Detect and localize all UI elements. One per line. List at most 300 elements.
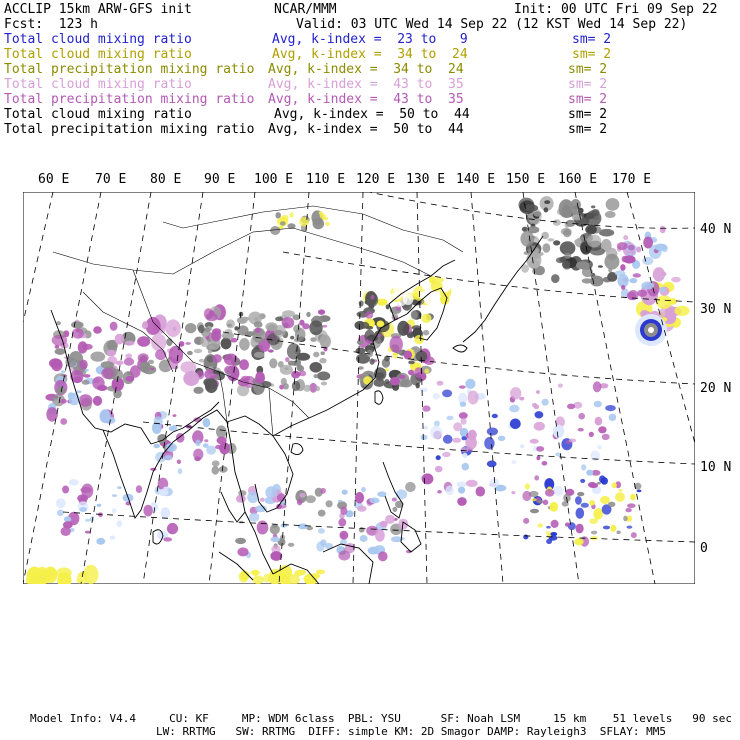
cloud-patch bbox=[318, 510, 326, 517]
cloud-patch bbox=[314, 374, 319, 378]
cloud-patch bbox=[204, 439, 208, 442]
cloud-patch bbox=[241, 317, 249, 321]
cloud-patch bbox=[55, 345, 60, 349]
cloud-patch bbox=[393, 507, 398, 512]
cloud-patch bbox=[442, 452, 451, 457]
cloud-patch bbox=[370, 295, 374, 300]
cloud-patch bbox=[194, 349, 203, 353]
cloud-patch bbox=[85, 519, 90, 522]
cloud-patch bbox=[606, 198, 620, 211]
cloud-patch bbox=[532, 403, 537, 408]
cloud-patch bbox=[620, 264, 625, 271]
cloud-patch bbox=[536, 390, 540, 394]
cloud-patch bbox=[674, 306, 689, 316]
lon-label: 130 E bbox=[406, 172, 446, 187]
cloud-patch bbox=[625, 508, 631, 512]
cloud-patch bbox=[136, 485, 142, 493]
cloud-patch bbox=[605, 211, 616, 218]
lon-label: 70 E bbox=[95, 172, 127, 187]
cloud-patch bbox=[241, 376, 250, 381]
cloud-patch bbox=[461, 436, 467, 440]
cloud-patch bbox=[260, 498, 265, 502]
cloud-patch bbox=[365, 311, 373, 319]
model-info-line1: Model Info: V4.4 CU: KF MP: WDM 6class PBL: YSU SF: Noah LSM 15 km 51 levels 90 sec bbox=[30, 712, 732, 725]
cloud-patch bbox=[541, 232, 549, 240]
cloud-patch bbox=[309, 320, 322, 335]
cloud-patch bbox=[124, 358, 134, 366]
cloud-patch bbox=[46, 407, 58, 422]
cloud-patch bbox=[581, 464, 586, 470]
cloud-patch bbox=[559, 199, 574, 218]
cloud-patch bbox=[255, 505, 267, 512]
cloud-patch bbox=[303, 385, 311, 392]
field-name: Total precipitation mixing ratio bbox=[4, 122, 255, 137]
cloud-patch bbox=[357, 340, 364, 345]
cloud-patch bbox=[72, 328, 84, 339]
cloud-patch bbox=[543, 243, 551, 253]
forecast-map bbox=[23, 192, 695, 584]
cloud-patch bbox=[169, 426, 174, 431]
cloud-patch bbox=[551, 274, 559, 283]
cloud-patch bbox=[531, 498, 536, 501]
cloud-patch bbox=[169, 346, 183, 364]
cloud-patch bbox=[628, 245, 635, 251]
cloud-patch bbox=[377, 299, 388, 306]
field-avg: Avg, k-index = 50 to 44 bbox=[268, 122, 464, 137]
cloud-patch bbox=[320, 488, 326, 494]
cloud-patch bbox=[61, 370, 66, 373]
cloud-patch bbox=[397, 321, 409, 336]
cloud-patch bbox=[56, 387, 66, 394]
cloud-patch bbox=[205, 327, 211, 332]
cloud-patch bbox=[143, 505, 152, 517]
cloud-patch bbox=[460, 402, 466, 407]
field-avg: Avg, k-index = 43 to 35 bbox=[268, 77, 464, 92]
field-avg: Avg, k-index = 34 to 24 bbox=[272, 47, 468, 62]
cloud-patch bbox=[523, 518, 529, 524]
cloud-patch bbox=[217, 437, 227, 445]
cloud-patch bbox=[569, 439, 576, 443]
cloud-patch bbox=[631, 532, 637, 538]
cloud-patch bbox=[535, 248, 539, 252]
cloud-patch bbox=[280, 221, 286, 225]
lon-label: 120 E bbox=[356, 172, 396, 187]
field-smoothing: sm= 2 bbox=[572, 32, 612, 47]
cloud-patch bbox=[249, 513, 260, 522]
cloud-patch bbox=[422, 473, 434, 484]
cloud-patch bbox=[212, 466, 220, 475]
cloud-patch bbox=[594, 401, 602, 408]
cloud-patch bbox=[585, 225, 597, 235]
cloud-patch bbox=[627, 292, 636, 301]
cloud-patch bbox=[306, 495, 316, 503]
lat-label: 40 N bbox=[700, 222, 732, 237]
cloud-patch bbox=[563, 229, 571, 237]
cloud-patch bbox=[530, 439, 539, 444]
cloud-patch bbox=[400, 379, 412, 387]
cloud-patch bbox=[576, 524, 584, 534]
cloud-patch bbox=[603, 277, 612, 283]
cloud-patch bbox=[591, 205, 595, 208]
cloud-patch bbox=[458, 487, 465, 494]
model-title: ACCLIP 15km ARW-GFS init bbox=[4, 2, 192, 17]
cloud-patch bbox=[370, 358, 375, 364]
cloud-patch bbox=[545, 489, 555, 497]
cloud-patch bbox=[83, 374, 90, 378]
lon-label: 90 E bbox=[204, 172, 236, 187]
cloud-patch bbox=[576, 508, 585, 519]
cloud-patch bbox=[535, 411, 544, 418]
cloud-patch bbox=[101, 361, 114, 368]
cloud-patch bbox=[461, 447, 469, 452]
cloud-patch bbox=[206, 346, 214, 350]
cloud-patch bbox=[185, 342, 191, 345]
cloud-patch bbox=[239, 359, 249, 370]
lon-label: 60 E bbox=[38, 172, 70, 187]
cloud-patch bbox=[534, 475, 539, 480]
cloud-patch bbox=[600, 496, 610, 504]
cloud-patch bbox=[193, 449, 203, 460]
cloud-patch bbox=[290, 336, 294, 340]
cloud-patch bbox=[459, 385, 466, 388]
cloud-patch bbox=[137, 336, 150, 347]
cloud-patch bbox=[597, 445, 602, 449]
cloud-patch bbox=[405, 482, 416, 492]
cloud-patch bbox=[623, 235, 628, 240]
cloud-patch bbox=[390, 377, 400, 386]
cloud-patch bbox=[110, 322, 118, 331]
field-name: Total precipitation mixing ratio bbox=[4, 92, 255, 107]
lon-label: 110 E bbox=[306, 172, 346, 187]
cloud-patch bbox=[356, 348, 366, 355]
field-name: Total cloud mixing ratio bbox=[4, 77, 192, 92]
cloud-patch bbox=[558, 384, 563, 388]
cloud-patch bbox=[185, 323, 196, 333]
cloud-patch bbox=[221, 338, 232, 350]
lon-label: 160 E bbox=[558, 172, 598, 187]
cloud-patch bbox=[306, 312, 310, 317]
lat-label: 30 N bbox=[700, 302, 732, 317]
cloud-patch bbox=[161, 507, 171, 518]
cloud-patch bbox=[412, 325, 422, 330]
cloud-patch bbox=[530, 509, 539, 514]
cloud-patch bbox=[230, 338, 237, 343]
cloud-patch bbox=[319, 358, 326, 364]
cloud-patch bbox=[393, 353, 397, 356]
cloud-patch bbox=[421, 435, 428, 440]
cloud-patch bbox=[553, 219, 561, 226]
cloud-patch bbox=[602, 434, 610, 440]
cloud-patch bbox=[44, 567, 57, 580]
cloud-patch bbox=[599, 475, 606, 483]
cloud-patch bbox=[578, 428, 584, 432]
cloud-patch bbox=[534, 422, 545, 431]
cloud-patch bbox=[226, 319, 235, 328]
cloud-patch bbox=[580, 479, 585, 483]
cloud-patch bbox=[390, 336, 403, 353]
cloud-patch bbox=[155, 349, 166, 360]
cloud-patch bbox=[338, 550, 350, 560]
cloud-patch bbox=[198, 325, 205, 334]
cloud-patch bbox=[498, 436, 506, 441]
field-smoothing: sm= 2 bbox=[568, 107, 608, 122]
cloud-patch bbox=[153, 444, 160, 449]
cloud-patch bbox=[457, 497, 467, 506]
cloud-patch bbox=[550, 502, 559, 512]
cloud-patch bbox=[151, 334, 166, 352]
cloud-patch bbox=[612, 482, 617, 488]
typhoon-core bbox=[648, 327, 654, 333]
cloud-patch bbox=[158, 489, 168, 496]
cloud-patch bbox=[77, 579, 84, 583]
cloud-patch bbox=[611, 525, 617, 532]
cloud-patch bbox=[80, 487, 91, 493]
cloud-patch bbox=[116, 520, 122, 527]
cloud-patch bbox=[440, 294, 450, 305]
cloud-patch bbox=[582, 278, 593, 283]
field-smoothing: sm= 2 bbox=[568, 62, 608, 77]
cloud-patch bbox=[492, 414, 498, 418]
cloud-patch bbox=[296, 372, 301, 376]
cloud-patch bbox=[297, 499, 302, 506]
cloud-patch bbox=[320, 539, 326, 546]
cloud-patch bbox=[338, 500, 342, 502]
cloud-patch bbox=[342, 490, 348, 495]
lon-label: 150 E bbox=[506, 172, 546, 187]
cloud-patch bbox=[318, 309, 325, 314]
lon-label: 80 E bbox=[150, 172, 182, 187]
cloud-patch bbox=[208, 350, 212, 354]
cloud-patch bbox=[178, 468, 183, 474]
cloud-patch bbox=[90, 352, 105, 362]
cloud-patch bbox=[396, 489, 407, 499]
init-time: Init: 00 UTC Fri 09 Sep 22 bbox=[514, 2, 718, 17]
cloud-patch bbox=[252, 575, 264, 584]
field-name: Total cloud mixing ratio bbox=[4, 47, 192, 62]
cloud-patch bbox=[456, 481, 466, 487]
cloud-patch bbox=[212, 328, 221, 334]
cloud-patch bbox=[590, 451, 600, 462]
cloud-patch bbox=[581, 503, 589, 508]
cloud-patch bbox=[414, 335, 424, 344]
cloud-patch bbox=[446, 486, 454, 496]
org-label: NCAR/MMM bbox=[274, 2, 337, 17]
cloud-patch bbox=[411, 310, 418, 319]
lat-label: 0 bbox=[700, 541, 708, 556]
cloud-patch bbox=[212, 354, 221, 363]
cloud-patch bbox=[542, 461, 548, 466]
cloud-patch bbox=[452, 438, 461, 443]
cloud-patch bbox=[294, 570, 303, 577]
field-name: Total cloud mixing ratio bbox=[4, 32, 192, 47]
lon-label: 170 E bbox=[612, 172, 652, 187]
cloud-patch bbox=[565, 522, 570, 526]
cloud-patch bbox=[357, 506, 366, 512]
cloud-patch bbox=[589, 500, 595, 506]
cloud-patch bbox=[443, 435, 453, 444]
cloud-patch bbox=[433, 393, 440, 399]
cloud-patch bbox=[292, 381, 300, 391]
cloud-patch bbox=[424, 369, 429, 374]
cloud-patch bbox=[315, 386, 320, 391]
cloud-patch bbox=[416, 383, 420, 389]
cloud-patch bbox=[195, 440, 201, 447]
cloud-patch bbox=[619, 489, 623, 492]
cloud-patch bbox=[542, 399, 549, 406]
cloud-patch bbox=[199, 359, 204, 363]
cloud-patch bbox=[523, 535, 528, 540]
cloud-patch bbox=[453, 422, 462, 431]
cloud-patch bbox=[408, 370, 414, 376]
cloud-patch bbox=[325, 222, 330, 226]
cloud-patch bbox=[216, 425, 227, 438]
cloud-patch bbox=[437, 490, 441, 493]
cloud-patch bbox=[587, 235, 601, 248]
cloud-patch bbox=[465, 379, 475, 389]
cloud-patch bbox=[588, 482, 597, 488]
cloud-patch bbox=[536, 456, 540, 461]
cloud-patch bbox=[172, 414, 176, 417]
cloud-patch bbox=[78, 341, 88, 353]
model-info-line2: LW: RRTMG SW: RRTMG DIFF: simple KM: 2D Smagor DAMP: Rayleigh3 SFLAY: MM5 bbox=[156, 725, 666, 738]
cloud-patch bbox=[112, 508, 117, 514]
cloud-patch bbox=[595, 417, 603, 426]
cloud-patch bbox=[671, 277, 681, 283]
cloud-patch bbox=[380, 521, 388, 528]
cloud-patch bbox=[589, 432, 594, 437]
cloud-patch bbox=[288, 543, 295, 547]
cloud-patch bbox=[49, 358, 62, 368]
cloud-patch bbox=[359, 527, 365, 533]
cloud-patch bbox=[322, 325, 327, 328]
cloud-patch bbox=[637, 290, 647, 297]
cloud-patch bbox=[378, 334, 382, 337]
cloud-patch bbox=[363, 376, 372, 385]
cloud-patch bbox=[205, 378, 218, 393]
cloud-patch bbox=[511, 460, 516, 464]
cloud-patch bbox=[487, 461, 497, 468]
cloud-patch bbox=[270, 524, 280, 534]
cloud-patch bbox=[633, 273, 641, 277]
cloud-patch bbox=[57, 510, 64, 517]
cloud-patch bbox=[83, 565, 98, 584]
cloud-patch bbox=[320, 213, 326, 218]
cloud-patch bbox=[163, 537, 172, 541]
cloud-patch bbox=[107, 350, 116, 356]
cloud-patch bbox=[562, 261, 570, 269]
cloud-patch bbox=[52, 335, 68, 346]
cloud-patch bbox=[574, 239, 579, 244]
cloud-patch bbox=[422, 405, 430, 411]
cloud-patch bbox=[97, 385, 107, 391]
cloud-patch bbox=[280, 365, 293, 375]
cloud-patch bbox=[476, 486, 486, 496]
cloud-patch bbox=[420, 388, 428, 392]
cloud-patch bbox=[125, 341, 135, 346]
cloud-patch bbox=[275, 317, 283, 322]
cloud-patch bbox=[219, 466, 228, 473]
field-name: Total cloud mixing ratio bbox=[4, 107, 192, 122]
cloud-patch bbox=[664, 311, 676, 324]
cloud-patch bbox=[462, 463, 470, 471]
cloud-patch bbox=[93, 326, 102, 334]
lat-label: 10 N bbox=[700, 460, 732, 475]
cloud-patch bbox=[313, 352, 319, 358]
cloud-patch bbox=[543, 500, 549, 506]
cloud-patch bbox=[255, 372, 265, 384]
field-name: Total precipitation mixing ratio bbox=[4, 62, 255, 77]
cloud-patch bbox=[574, 538, 583, 545]
cloud-patch bbox=[621, 285, 625, 290]
cloud-patch bbox=[564, 253, 571, 259]
cloud-patch bbox=[533, 211, 541, 216]
cloud-patch bbox=[446, 416, 453, 420]
cloud-patch bbox=[165, 319, 180, 337]
cloud-patch bbox=[520, 231, 534, 247]
cloud-patch bbox=[590, 248, 605, 256]
cloud-patch bbox=[586, 210, 602, 226]
cloud-patch bbox=[360, 535, 368, 542]
cloud-patch bbox=[69, 479, 79, 485]
cloud-patch bbox=[404, 351, 413, 360]
cloud-patch bbox=[115, 334, 125, 345]
cloud-patch bbox=[321, 382, 327, 386]
cloud-patch bbox=[586, 470, 593, 476]
cloud-patch bbox=[225, 329, 233, 334]
field-avg: Avg, k-index = 23 to 9 bbox=[272, 32, 468, 47]
cloud-patch bbox=[615, 270, 626, 276]
cloud-patch bbox=[593, 381, 602, 392]
cloud-patch bbox=[553, 486, 564, 496]
cloud-patch bbox=[484, 437, 494, 449]
cloud-patch bbox=[577, 492, 584, 496]
cloud-patch bbox=[116, 361, 124, 366]
cloud-patch bbox=[85, 369, 89, 371]
cloud-patch bbox=[270, 551, 282, 561]
cloud-patch bbox=[316, 570, 325, 575]
cloud-patch bbox=[399, 375, 405, 380]
cloud-patch bbox=[60, 418, 67, 425]
cloud-patch bbox=[237, 547, 248, 556]
cloud-patch bbox=[299, 217, 309, 227]
cloud-patch bbox=[257, 521, 269, 535]
cloud-patch bbox=[320, 335, 331, 349]
cloud-patch bbox=[235, 538, 246, 544]
cloud-patch bbox=[60, 399, 67, 404]
cloud-patch bbox=[603, 526, 610, 530]
cloud-patch bbox=[524, 204, 538, 211]
cloud-patch bbox=[466, 480, 478, 487]
cloud-patch bbox=[659, 287, 666, 293]
cloud-patch bbox=[598, 426, 606, 433]
cloud-patch bbox=[511, 491, 515, 494]
cloud-patch bbox=[642, 257, 653, 265]
lat-label: 20 N bbox=[700, 381, 732, 396]
field-avg: Avg, k-index = 43 to 35 bbox=[268, 92, 464, 107]
cloud-patch bbox=[550, 532, 557, 536]
cloud-patch bbox=[522, 491, 531, 501]
cloud-patch bbox=[321, 351, 325, 355]
cloud-patch bbox=[551, 520, 559, 528]
cloud-patch bbox=[318, 528, 325, 534]
cloud-patch bbox=[378, 551, 388, 561]
cloud-patch bbox=[544, 200, 550, 204]
cloud-patch bbox=[254, 352, 265, 358]
cloud-patch bbox=[547, 238, 554, 241]
cloud-patch bbox=[385, 268, 397, 280]
cloud-patch bbox=[239, 571, 249, 583]
cloud-patch bbox=[255, 328, 261, 333]
